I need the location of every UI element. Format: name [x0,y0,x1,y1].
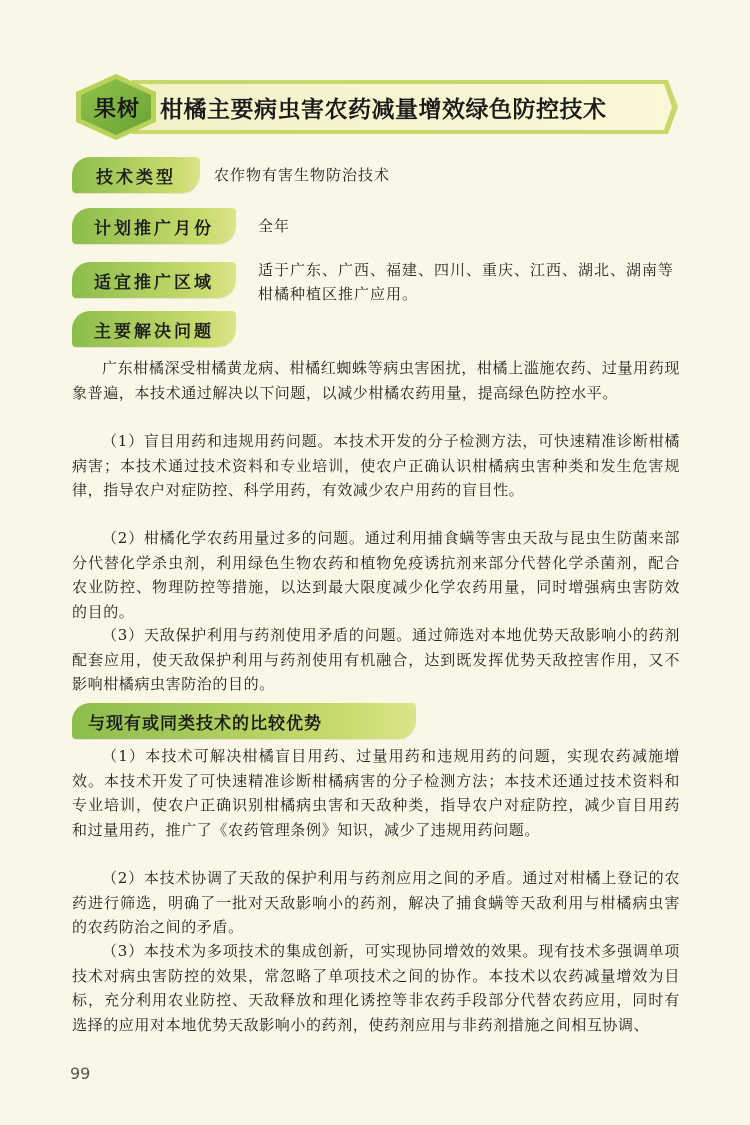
problems-paragraph-3: （3）天敌保护利用与药剂使用矛盾的问题。通过筛选对本地优势天敌影响小的药剂配套应用，使天敌保护利用与药剂使用有机融合，达到既发挥优势天敌控害作用，又不影响柑橘病虫害防治的目的。 [72,626,680,693]
problems-paragraph-2: （2）柑橘化学农药用量过多的问题。通过利用捕食螨等害虫天敌与昆虫生防菌来部分代替化学杀虫剂，利用绿色生物农药和植物免疫诱抗剂来部分代替化学杀菌剂，配合农业防控、物理防控等措施，以达到最大限度减少化学农药用量，同时增强病虫害防效的目的。 [72,529,680,621]
advantages-paragraph-2: （2）本技术协调了天敌的保护利用与药剂应用之间的矛盾。通过对柑橘上登记的农药进行筛选，明确了一批对天敌影响小的药剂，解决了捕食螨等天敌利用与柑橘病虫害的农药防治之间的矛盾。 [72,869,680,936]
tech-type-label: 技术类型 [72,157,200,193]
advantages-paragraph-3: （3）本技术为多项技术的集成创新，可实现协同增效的效果。现有技术多强调单项技术对病虫害防控的效果，常忽略了单项技术之间的协作。本技术以农药减量增效为目标，充分利用农业防控、天敌释放和理化诱控等非农药手段部分代替农药应用，同时有选择的应用对本地优势天敌影响小的药剂，使药剂应用与非药剂措施之间相互协调、 [72,942,680,1034]
promo-month-label: 计划推广月份 [72,208,236,244]
section-heading-problems: 主要解决问题 [72,311,236,347]
problems-paragraph-1: （1）盲目用药和违规用药问题。本技术开发的分子检测方法，可快速精准诊断柑橘病害；本技术通过技术资料和专业培训，使农户正确认识柑橘病虫害种类和发生危害规律，指导农户对症防控、科学用药，有效减少农户用药的盲目性。 [72,432,680,499]
problems-intro-paragraph: 广东柑橘深受柑橘黄龙病、柑橘红蜘蛛等病虫害困扰，柑橘上滥施农药、过量用药现象普遍，本技术通过解决以下问题，以减少柑橘农药用量，提高绿色防控水平。 [72,359,680,402]
section-heading-advantages: 与现有或同类技术的比较优势 [72,703,416,739]
promo-region-value: 适于广东、广西、福建、四川、重庆、江西、湖北、湖南等柑橘种植区推广应用。 [258,261,675,303]
promo-region-label: 适宜推广区域 [72,262,236,298]
advantages-paragraph-1: （1）本技术可解决柑橘盲目用药、过量用药和违规用药的问题，实现农药减施增效。本技术开发了可快速精准诊断柑橘病害的分子检测方法；本技术还通过技术资料和专业培训，使农户正确识别柑橘病虫害和天敌种类，指导农户对症防控，减少盲目用药和过量用药，推广了《农药管理条例》知识，减少了违规用药问题。 [72,747,680,839]
category-label: 果树 [93,96,140,122]
tech-type-value: 农作物有害生物防治技术 [214,166,391,184]
promo-month-value: 全年 [258,217,291,235]
title-banner [72,72,680,142]
page-title: 柑橘主要病虫害农药减量增效绿色防控技术 [160,96,607,123]
page-number: 99 [70,1064,91,1083]
